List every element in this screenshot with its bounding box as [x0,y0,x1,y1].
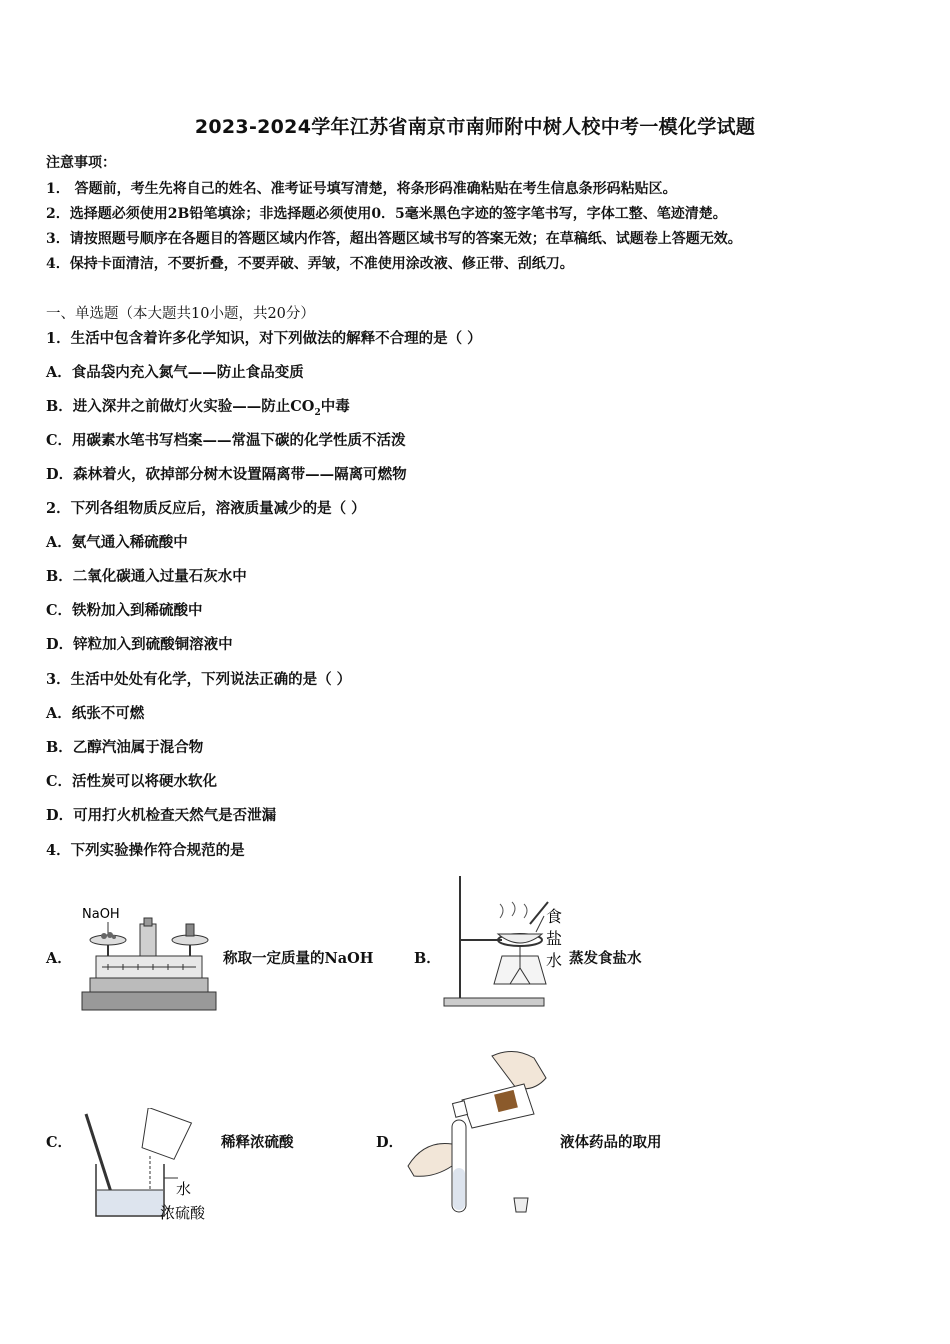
q4-caption-d: 液体药品的取用 [560,1134,662,1151]
q4-caption-a: 称取一定质量的NaOH [223,950,374,967]
q2-option-c: C．铁粉加入到稀硫酸中 [46,602,203,619]
q3-stem: 3．生活中处处有化学，下列说法正确的是（ ） [46,671,352,688]
q1-option-b-tail: 中毒 [320,398,350,415]
q4-caption-b: 蒸发食盐水 [569,950,642,967]
q1-option-a: A．食品袋内充入氮气——防止食品变质 [46,364,304,381]
dilution-figure [78,1108,220,1224]
acid-label: 浓硫酸 [160,1204,206,1222]
q1-option-b-text: B．进入深井之前做灯火实验——防止 [46,398,291,415]
section-heading: 一、单选题（本大题共10小题，共20分） [46,306,315,322]
salt-water-char-2: 盐 [546,929,563,948]
q4-label-b: B． [414,950,441,967]
q1-option-d: D．森林着火，砍掉部分树木设置隔离带——隔离可燃物 [46,466,407,483]
q1-stem: 1．生活中包含着许多化学知识，对下列做法的解释不合理的是（ ） [46,330,482,347]
page-title: 2023-2024学年江苏省南京市南师附中树人校中考一模化学试题 [194,116,756,138]
q4-label-a: A． [46,950,72,967]
notice-item: 4．保持卡面清洁，不要折叠，不要弄破、弄皱，不准使用涂改液、修正带、刮纸刀。 [46,256,574,272]
q3-option-a: A．纸张不可燃 [46,705,145,722]
q1-option-b [46,395,350,418]
co2-formula: CO [290,398,315,415]
pouring-figure [404,1048,554,1220]
co2-subscript: 2 [314,407,321,418]
q4-stem: 4．下列实验操作符合规范的是 [46,842,245,859]
salt-water-char-1: 食 [546,907,563,926]
q2-option-a: A．氨气通入稀硫酸中 [46,534,188,551]
q3-option-b: B．乙醇汽油属于混合物 [46,739,204,756]
q1-option-c: C．用碳素水笔书写档案——常温下碳的化学性质不活泼 [46,432,406,449]
q2-option-d: D．锌粒加入到硫酸铜溶液中 [46,636,233,653]
balance-figure [78,900,220,1015]
notice-item: 2．选择题必须使用2B铅笔填涂；非选择题必须使用0．5毫米黑色字迹的签字笔书写，字体工整、笔迹清楚。 [46,206,727,222]
water-label: 水 [176,1180,192,1198]
q3-option-d: D．可用打火机检查天然气是否泄漏 [46,807,277,824]
notice-item: 3．请按照题号顺序在各题目的答题区域内作答，超出答题区域书写的答案无效；在草稿纸、试题卷上答题无效。 [46,231,742,247]
q4-label-d: D． [376,1134,404,1151]
q3-option-c: C．活性炭可以将硬水软化 [46,773,218,790]
salt-water-char-3: 水 [546,951,563,970]
q2-stem: 2．下列各组物质反应后，溶液质量减少的是（ ） [46,500,366,517]
evaporation-figure [440,872,570,1012]
q4-caption-c: 稀释浓硫酸 [221,1134,294,1151]
q4-label-c: C． [46,1134,73,1151]
notice-item: 1． 答题前，考生先将自己的姓名、准考证号填写清楚，将条形码准确粘贴在考生信息条形码粘贴区。 [46,181,677,197]
naoh-label: NaOH [82,907,120,922]
notice-heading: 注意事项： [46,155,116,171]
q2-option-b: B．二氧化碳通入过量石灰水中 [46,568,247,585]
